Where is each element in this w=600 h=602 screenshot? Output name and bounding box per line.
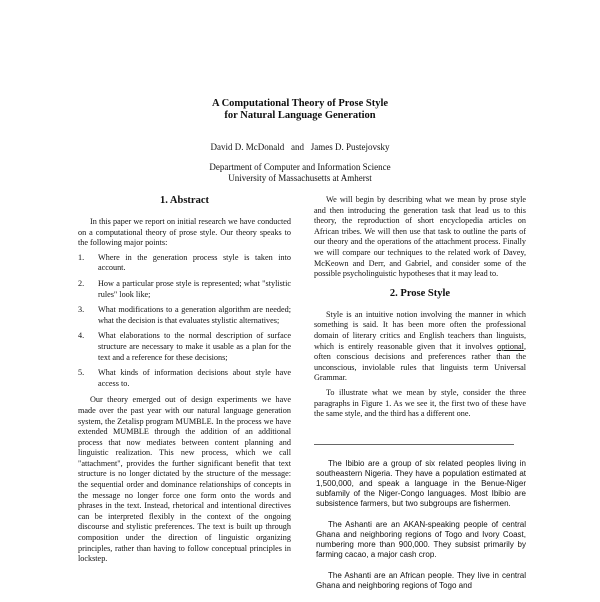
abstract-paragraph-2: Our theory emerged out of design experiments we have made over the past year with our natural language generation system, the Zetalisp program MUMBLE. In the process we have extended MUMBLE through the addition of an additional process that now mediates between content planning and linguistic realization. This new process, which we call "attachment", provides the further significant benefit that text structure is no longer dictated by the structure of the message: the sequential order and dominance relationships of concepts in the message no longer force one form onto the words and phrases in the text. Instead, rhetorical and intentional directives can be interpreted flexibly in the context of the ongoing discourse and stylistic preferences. The text is built up through composition under the direction of linguistic organizing principles, rather than having to follow conceptual principles in lockstep.	[78, 395, 291, 564]
example-paragraph-ashanti-2: The Ashanti are an African people. They live in central Ghana and neighboring regions of Togo and	[316, 570, 526, 590]
list-item	[78, 331, 291, 363]
list-item	[78, 253, 291, 274]
list-item-number: 2.	[78, 278, 85, 288]
list-item-text: Where in the generation process style is taken into account.	[98, 252, 291, 273]
abstract-heading: 1. Abstract	[160, 195, 209, 206]
paper-title	[0, 98, 600, 122]
list-item	[78, 368, 291, 389]
list-item-text: How a particular prose style is represented; what "stylistic rules" look like;	[98, 278, 291, 299]
para-text-a: Style is an intuitive notion involving the manner in which something is said. It has been more often the professional domain of literary critics and English teachers than linguists, which is entirely reasonable given that it involves	[314, 309, 526, 351]
list-item-number: 4.	[78, 331, 85, 341]
example-paragraph-ashanti-1: The Ashanti are an AKAN-speaking people of central Ghana and neighboring regions of Togo and Ivory Coast, numbering more than 900,000. They subsist primarily by farming cacao, a major cash crop.	[316, 519, 526, 559]
left-column	[78, 195, 291, 569]
list-item-text: What elaborations to the normal description of surface structure are necessary to make it usable as a plan for the text and a reference for these decisions;	[98, 331, 291, 362]
title-line-1: A Computational Theory of Prose Style	[211, 98, 389, 109]
right-column	[314, 195, 526, 602]
intro-paragraph: We will begin by describing what we mean by prose style and then introducing the generation task that lead us to this theory, the reproduction of short encyclopedia articles on African tribes. We will then use that task to outline the parts of our theory and the operations of the attachment process. Finally we will compare our techniques to the related work of Davey, McKeown and Derr, and Gabriel, and consider some of the possible psycholinguistic hypotheses that it may lead to.	[314, 195, 526, 279]
prose-style-heading: 2. Prose Style	[389, 287, 451, 299]
emphasis-optional: optional	[497, 341, 524, 351]
list-item	[78, 279, 291, 300]
authors: David D. McDonald and James D. Pustejovsky	[210, 142, 390, 152]
example-paragraph-ibibio: The Ibibio are a group of six related peoples living in southeastern Nigeria. They have a population estimated at 1,500,000, and speak a language in the Benue-Niger subfamily of the Niger-Congo languages. Most Ibibio are subsistence farmers, but two subgroups are fishermen.	[316, 458, 526, 508]
para-text-b: , often conscious decisions and preferences rather than the unconscious, inviolable rules that linguists term Universal Grammar.	[314, 341, 526, 383]
affiliation-line-2: University of Massachusetts at Amherst	[228, 172, 372, 183]
list-item	[78, 305, 291, 326]
list-item-text: What kinds of information decisions about style have access to.	[98, 368, 291, 388]
affiliation	[0, 162, 600, 183]
prose-style-paragraph-1	[314, 310, 526, 384]
title-line-2: for Natural Language Generation	[224, 110, 376, 121]
abstract-intro: In this paper we report on initial research we have conducted on a computational theory of prose style. Our theory speaks to the following major points:	[78, 217, 291, 248]
major-points-list	[78, 253, 291, 390]
list-item-text: What modifications to a generation algorithm are needed; what the decision is that evaluates stylistic alternatives;	[98, 305, 291, 325]
figure-1-examples	[314, 459, 526, 591]
list-item-number: 5.	[78, 368, 85, 378]
figure-divider	[314, 444, 514, 445]
affiliation-line-1: Department of Computer and Information Science	[209, 162, 391, 172]
list-item-number: 1.	[78, 252, 85, 262]
list-item-number: 3.	[78, 305, 85, 315]
prose-style-paragraph-2: To illustrate what we mean by style, consider the three paragraphs in Figure 1. As we see it, the first two of these have the same style, and the third has a different one.	[314, 387, 526, 419]
